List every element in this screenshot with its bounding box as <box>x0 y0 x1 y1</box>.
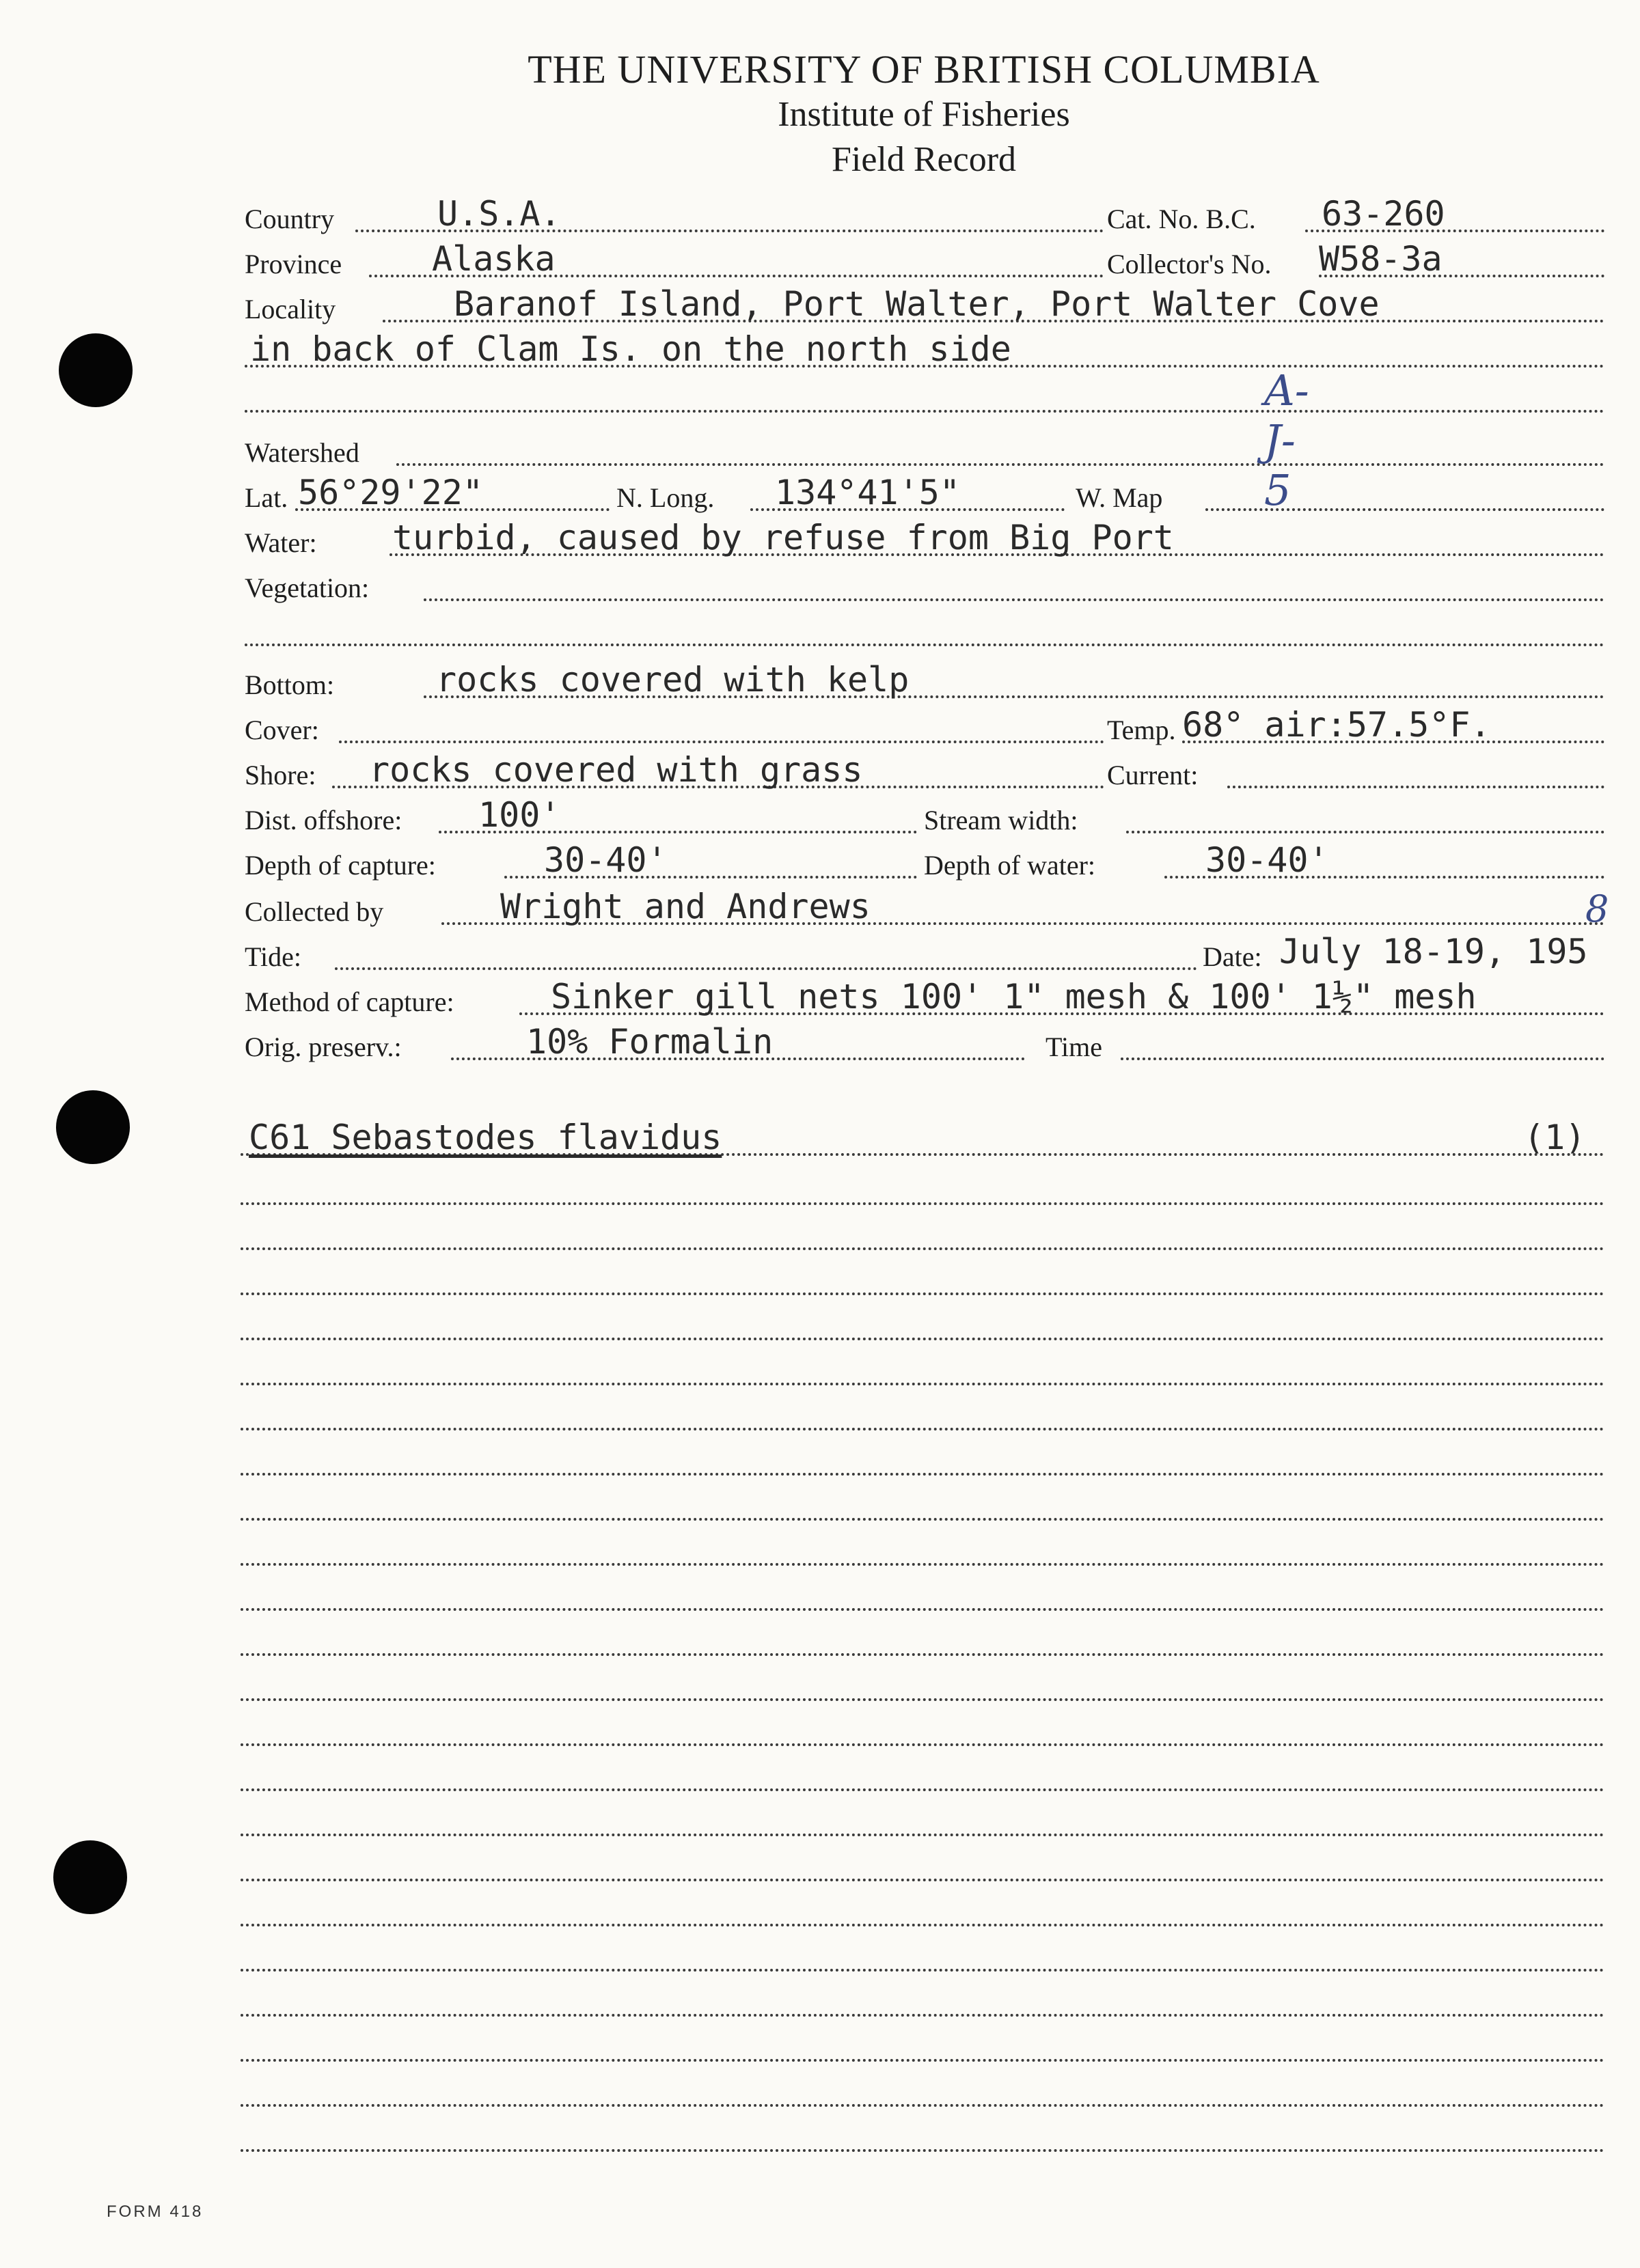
blank-rule <box>241 1563 1604 1566</box>
map-value: A-J-5 <box>1264 365 1309 515</box>
cat-no-value: 63-260 <box>1322 194 1445 234</box>
punch-hole-middle <box>56 1090 130 1164</box>
stream-width-line <box>1126 831 1604 833</box>
watershed-line <box>396 463 1604 466</box>
date-label: Date: <box>1203 941 1262 972</box>
dist-offshore-value: 100' <box>478 795 561 835</box>
blank-rule <box>241 1338 1604 1340</box>
orig-preserv-label: Orig. preserv.: <box>245 1032 402 1062</box>
blank-rule <box>241 1834 1604 1836</box>
depth-capture-label: Depth of capture: <box>245 850 436 881</box>
depth-water-value: 30-40' <box>1205 840 1329 880</box>
institute-title: Institute of Fisheries <box>778 95 1070 134</box>
blank-rule <box>241 1473 1604 1476</box>
dist-offshore-label: Dist. offshore: <box>245 805 402 835</box>
water-value: turbid, caused by refuse from Big Port <box>392 518 1174 557</box>
time-line <box>1121 1057 1604 1060</box>
university-title: THE UNIVERSITY OF BRITISH COLUMBIA <box>528 47 1320 92</box>
specimen-name: C61 Sebastodes flavidus <box>249 1118 722 1157</box>
collected-by-label: Collected by <box>245 896 384 927</box>
long-value: 134°41'5" <box>775 473 960 512</box>
shore-value: rocks covered with grass <box>369 750 863 790</box>
bottom-label: Bottom: <box>245 669 335 700</box>
w-map-label: W. Map <box>1076 482 1163 513</box>
blank-rule <box>241 2014 1604 2017</box>
country-label: Country <box>245 204 335 234</box>
blank-rule <box>241 2104 1604 2107</box>
blank-rule <box>241 1743 1604 1746</box>
lat-value: 56°29'22" <box>298 473 483 512</box>
blank-rule <box>241 1247 1604 1250</box>
date-value: July 18-19, 195 <box>1279 932 1588 971</box>
province-label: Province <box>245 249 342 279</box>
locality-label: Locality <box>245 294 336 324</box>
blank-rule <box>241 1518 1604 1521</box>
method-value: Sinker gill nets 100' 1" mesh & 100' 1½" mesh <box>551 977 1477 1017</box>
cover-label: Cover: <box>245 715 319 745</box>
temp-label: Temp. <box>1107 715 1176 745</box>
blank-rule <box>241 2149 1604 2152</box>
stream-width-label: Stream width: <box>924 805 1078 835</box>
n-long-label: N. Long. <box>616 482 715 513</box>
blank-rule <box>241 1969 1604 1972</box>
blank-rule <box>241 1788 1604 1791</box>
punch-hole-bottom <box>53 1840 127 1914</box>
blank-rule <box>241 1202 1604 1205</box>
current-label: Current: <box>1107 760 1199 790</box>
date-annotation: 8 <box>1585 887 1609 930</box>
locality-value-2: in back of Clam Is. on the north side <box>250 329 1011 369</box>
tide-label: Tide: <box>245 941 302 972</box>
collector-no-value: W58-3a <box>1319 239 1443 279</box>
blank-rule <box>241 2059 1604 2062</box>
blank-rule <box>241 1383 1604 1385</box>
vegetation-line-2 <box>245 644 1604 646</box>
depth-water-label: Depth of water: <box>924 850 1096 881</box>
vegetation-label: Vegetation: <box>245 572 370 603</box>
cover-line <box>339 741 1104 743</box>
orig-preserv-value: 10% Formalin <box>526 1022 774 1062</box>
blank-rule <box>241 1292 1604 1295</box>
tide-line <box>335 967 1197 970</box>
blank-rule <box>241 1879 1604 1881</box>
specimen-count: (1) <box>1524 1118 1586 1157</box>
blank-rule <box>241 1698 1604 1701</box>
locality-line-3 <box>245 410 1604 413</box>
cat-no-label: Cat. No. B.C. <box>1107 204 1256 234</box>
watershed-label: Watershed <box>245 437 359 468</box>
blank-rule <box>241 1653 1604 1656</box>
temp-value: 68° air:57.5°F. <box>1182 705 1491 745</box>
record-title: Field Record <box>831 140 1017 179</box>
blank-rule <box>241 1608 1604 1611</box>
form-number: FORM 418 <box>107 2202 204 2221</box>
vegetation-line-1 <box>424 598 1604 601</box>
lat-label: Lat. <box>245 482 288 513</box>
bottom-value: rocks covered with kelp <box>436 660 910 700</box>
shore-label: Shore: <box>245 760 316 790</box>
blank-rule <box>241 1924 1604 1926</box>
time-label: Time <box>1046 1032 1103 1062</box>
collector-no-label: Collector's No. <box>1107 249 1272 279</box>
blank-rule <box>241 1428 1604 1430</box>
punch-hole-top <box>59 333 133 407</box>
province-value: Alaska <box>432 239 556 279</box>
collected-by-value: Wright and Andrews <box>500 887 871 926</box>
country-value: U.S.A. <box>437 194 561 234</box>
method-label: Method of capture: <box>245 986 454 1017</box>
depth-capture-value: 30-40' <box>544 840 668 880</box>
water-label: Water: <box>245 527 317 558</box>
locality-value-1: Baranof Island, Port Walter, Port Walter Cove <box>454 284 1380 324</box>
current-line <box>1227 786 1604 788</box>
